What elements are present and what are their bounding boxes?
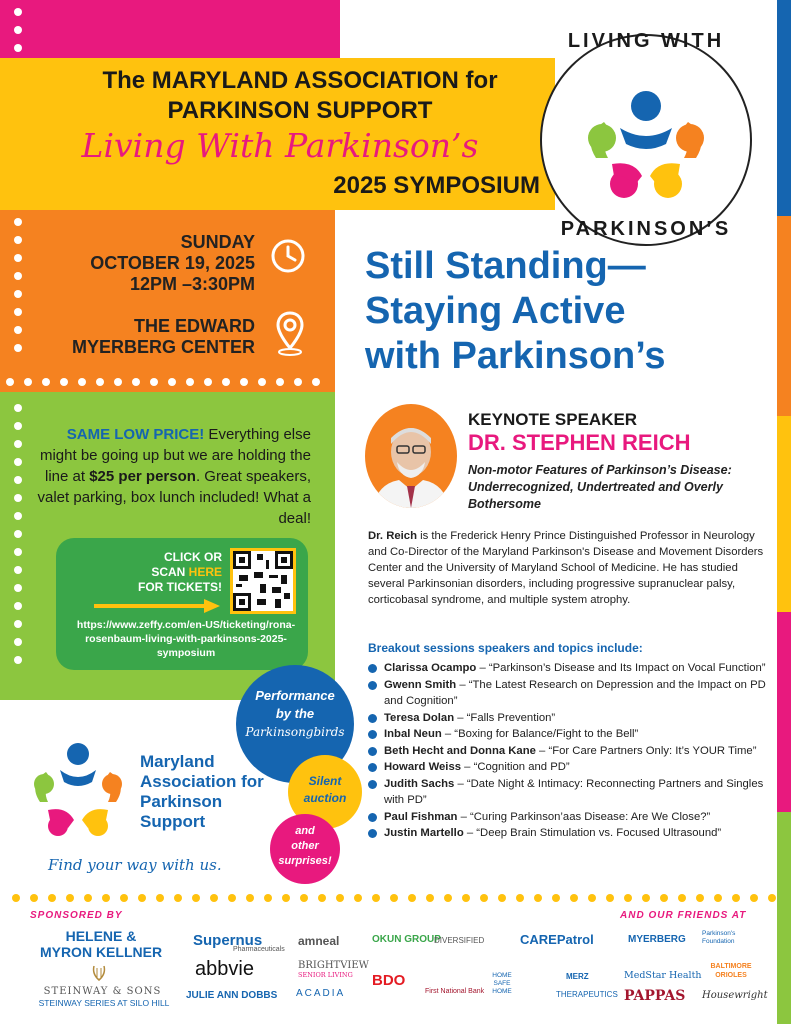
venue-line1: THE EDWARD (134, 316, 255, 336)
symposium-title (365, 244, 765, 379)
event-date: OCTOBER 19, 2025 (90, 253, 255, 273)
sponsor-steinway: STEINWAY & SONS (43, 986, 162, 997)
header-symposium-year: 2025 SYMPOSIUM (333, 172, 540, 199)
sponsor-okun: OKUN GROUP (372, 934, 441, 945)
price-highlight: SAME LOW PRICE! (66, 426, 205, 443)
decorative-dot-column (14, 8, 24, 62)
orange-dotted-divider (6, 378, 331, 386)
sponsor-acadia: ACADIA (296, 988, 346, 999)
speaker-topic: – “Parkinson’s Disease and Its Impact on Vocal Function” (476, 662, 766, 674)
breakout-list (368, 660, 768, 842)
event-time: 12PM –3:30PM (129, 274, 255, 294)
price-amount: $25 per person (89, 468, 196, 485)
title-line1: Still Standing— (365, 245, 646, 287)
venue-line2: MYERBERG CENTER (71, 337, 255, 357)
sponsor-medstar: MedStar Health (624, 970, 702, 981)
logo-text-bottom: PARKINSON’S (560, 218, 732, 240)
sponsor-parkinsons-foundation: Parkinson's Foundation (702, 930, 736, 945)
brightview-name: BRIGHTVIEW (298, 960, 369, 971)
ticket-scan: SCAN (151, 565, 189, 579)
list-item (368, 743, 768, 760)
speaker-topic: – “Falls Prevention” (454, 711, 556, 724)
price-text-before: Everything else might be going up but we are holding the line at (39, 426, 311, 485)
silent-line2: auction (303, 791, 347, 805)
sponsor-carepatrol: CAREPatrol (520, 932, 594, 947)
speaker-name: Teresa Dolan (384, 711, 455, 724)
speaker-name: Judith Sachs (384, 777, 455, 790)
price-text-after: . Great speakers, valet parking, box lunch included! What a deal! (37, 468, 311, 527)
maps-line2: Association for (140, 772, 264, 791)
list-item (368, 726, 768, 743)
header-organization (60, 66, 540, 126)
kellner-line2: MYRON KELLNER (39, 944, 163, 960)
speaker-photo (365, 404, 457, 508)
other-surprises-badge (270, 814, 340, 884)
decorative-dot-column-orange (14, 218, 24, 362)
speaker-topic: – “Curing Parkinson’aas Disease: Are We Close?” (457, 810, 711, 823)
sponsor-orioles: BALTIMORE ORIOLES (710, 963, 752, 979)
sponsor-merz: MERZ (566, 972, 589, 981)
speaker-topic: – “The Latest Research on Depression and the Impact on PD and Cognition” (384, 678, 766, 707)
sponsor-kellner (36, 928, 166, 960)
lyre-icon (90, 964, 108, 982)
event-date-block (40, 232, 255, 295)
qr-code-icon (233, 551, 293, 611)
maps-people-logo-icon (28, 740, 128, 844)
speaker-name: Justin Martello (384, 827, 464, 839)
sponsor-amneal: amneal (298, 934, 340, 948)
other-line3: surprises! (278, 855, 332, 867)
sponsor-supernus (193, 932, 285, 953)
header-magenta-band (0, 0, 340, 60)
ticket-url-link[interactable]: https://www.zeffy.com/en-US/ticketing/rona-rosenbaum-living-with-parkinsons-2025-symposium (76, 619, 296, 659)
event-day: SUNDAY (180, 232, 255, 252)
sponsor-housewright: Housewright (702, 990, 768, 1001)
supernus-name: Supernus (193, 932, 263, 949)
header-org-line1: The MARYLAND ASSOCIATION for (102, 67, 498, 94)
perf-line2: by the (275, 706, 315, 721)
sponsor-steinway-sub: STEINWAY SERIES AT SILO HILL (38, 998, 170, 1008)
sponsor-home-safe-home: HOME SAFE HOME (492, 972, 512, 995)
sponsor-dotted-divider (12, 894, 777, 902)
keynote-topic: Non-motor Features of Parkinson’s Disease: Underrecognized, Undertreated and Overly Bothersome (468, 463, 732, 511)
header-script-title: Living With Parkinson’s (81, 126, 479, 165)
kellner-line1: HELENE & (65, 928, 137, 944)
speaker-topic: – “Boxing for Balance/Fight to the Bell” (441, 728, 639, 740)
list-item (368, 809, 768, 826)
speaker-name: Howard Weiss (384, 761, 462, 773)
speaker-name: Paul Fishman (384, 810, 458, 823)
living-with-parkinsons-logo (540, 34, 752, 246)
sponsor-fnb: First National Bank (425, 988, 485, 995)
sponsored-by-label: SPONSORED BY (30, 910, 123, 921)
location-pin-icon (275, 310, 305, 356)
sponsor-abbvie: abbvie (195, 958, 254, 980)
supernus-sub: Pharmaceuticals (233, 946, 285, 953)
ticket-line1: CLICK OR (164, 550, 222, 564)
speaker-topic: – “Cognition and PD” (461, 761, 570, 773)
list-item (368, 677, 768, 710)
sponsor-pappas: PAPPAS (624, 988, 686, 1004)
speaker-name: Clarissa Ocampo (384, 662, 477, 674)
sponsor-merz-sub: THERAPEUTICS (556, 990, 618, 999)
logo-text-top: LIVING WITH (567, 30, 725, 52)
bio-text: is the Frederick Henry Prince Distinguished Professor in Neurology and Co-Director of the Maryland Parkinson's Disease and Movement Disorders Center and the University of Maryland School of Medicine. He has studied several Parkinsonian disorders, including progressive supranuclear palsy, corticobasal syndrome, and multiple system atrophy. (368, 530, 764, 606)
keynote-label: KEYNOTE SPEAKER (468, 410, 638, 429)
friends-at-label: AND OUR FRIENDS AT (620, 910, 747, 921)
decorative-dot-column-green (14, 404, 24, 674)
sponsor-brightview (298, 960, 369, 979)
people-circle-icon (542, 36, 750, 244)
silent-line1: Silent (308, 774, 342, 788)
ticket-line3: FOR TICKETS! (138, 580, 222, 594)
sponsor-bdo: BDO (372, 972, 406, 989)
maps-line3: Parkinson (140, 792, 223, 811)
speaker-topic: – “For Care Partners Only: It’s YOUR Time” (535, 744, 757, 757)
right-color-strip (777, 0, 791, 1024)
ticket-line2 (110, 565, 222, 580)
list-item (368, 759, 768, 776)
list-item (368, 825, 768, 842)
pricing-text (36, 424, 311, 529)
maps-line1: Maryland (140, 752, 215, 771)
clock-icon (270, 238, 306, 274)
sponsor-diversified: DIVERSIFIED (434, 936, 485, 945)
title-line2: Staying Active (365, 290, 626, 332)
speaker-name: Gwenn Smith (384, 678, 457, 691)
perf-line3: Parkinsongbirds (245, 725, 345, 739)
other-line2: other (291, 840, 319, 852)
list-item (368, 776, 768, 809)
maps-organization-name (140, 752, 264, 832)
event-venue-block (40, 316, 255, 358)
sponsor-myerberg: MYERBERG (628, 934, 686, 945)
header-org-line2: PARKINSON SUPPORT (167, 97, 433, 124)
keynote-speaker-name: DR. STEPHEN REICH (468, 430, 691, 455)
breakout-title: Breakout sessions speakers and topics include: (368, 641, 643, 655)
ticket-qr-code[interactable] (230, 548, 296, 614)
list-item (368, 710, 768, 727)
list-item (368, 660, 768, 677)
bio-name: Dr. Reich (368, 530, 417, 542)
brightview-sub: SENIOR LIVING (298, 971, 353, 979)
arrow-right-icon (92, 598, 222, 614)
speaker-topic: – “Date Night & Intimacy: Reconnecting Partners and Singles with PD” (384, 777, 764, 806)
sponsor-dobbs: JULIE ANN DOBBS (186, 990, 278, 1001)
speaker-name: Beth Hecht and Donna Kane (384, 744, 536, 757)
speaker-bio (368, 528, 766, 608)
other-line1: and (295, 825, 315, 837)
ticket-here-link[interactable]: HERE (188, 565, 222, 579)
ticket-cta[interactable] (110, 550, 222, 595)
title-line3: with Parkinson’s (365, 335, 666, 377)
perf-line1: Performance (255, 688, 335, 703)
maps-tagline: Find your way with us. (48, 856, 222, 874)
maps-line4: Support (140, 812, 206, 831)
speaker-topic: – “Deep Brain Stimulation vs. Focused Ultrasound” (463, 827, 722, 839)
speaker-portrait-icon (365, 404, 457, 508)
speaker-name: Inbal Neun (384, 728, 442, 740)
